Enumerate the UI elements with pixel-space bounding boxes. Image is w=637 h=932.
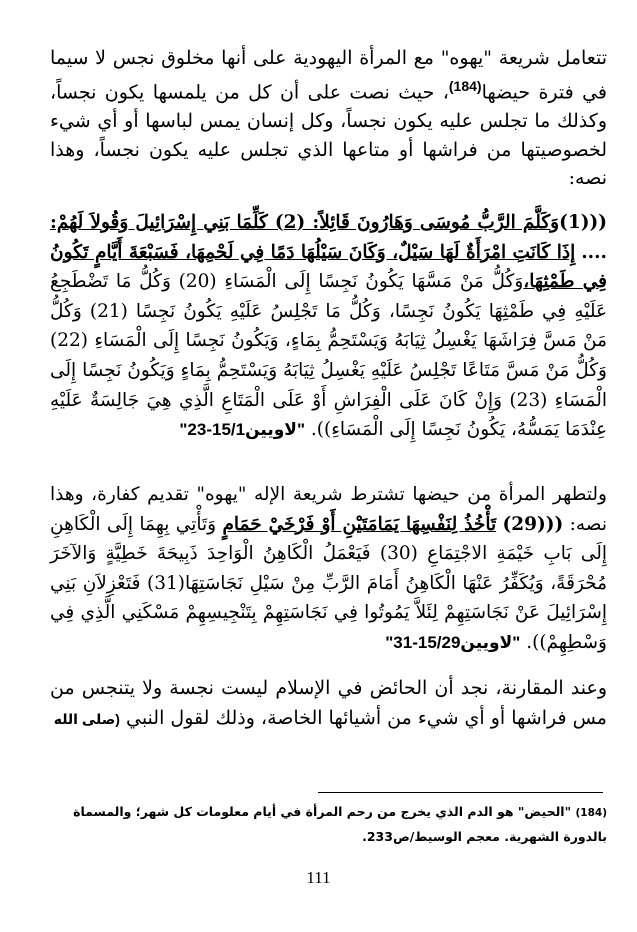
paragraph-2-text: ولتطهر المرأة من حيضها تشترط شريعة الإله "يهوه" تقديم كفارة، وهذا نصه: bbox=[50, 484, 607, 535]
quote-2-reference: "لاويين15/29-31" bbox=[385, 632, 521, 652]
footnote-text: "الحيض" هو الدم الذي يخرج من رحم المرأة في أيام معلومات كل شهر؛ والمسماة بالدورة الشهرية. معجم الوسيط/ص233. bbox=[73, 804, 607, 844]
paragraph-1-text: تتعامل شريعة "يهوه" مع المرأة اليهودية على أنها مخلوق نجس لا سيما في فترة حيضها bbox=[50, 47, 607, 104]
quote-1-verse-a: وَكَلَّمَ الرَّبُّ مُوسَى وَهَارُونَ قَائِلاً: (2) كَلِّمَا بَنِي إِسْرَائِيلَ وَقُولاَ لَهُمْ: bbox=[50, 212, 560, 233]
quote-1-open: (((1) bbox=[559, 212, 607, 233]
paragraph-3-salutation: (صلى الله bbox=[53, 711, 120, 727]
quote-2-verse-b: وَتَأْتِي بِهِمَا إِلَى الْكَاهِنِ إِلَى بَابِ خَيْمَةِ الاجْتِمَاعِ (30) فَيَعْمَلُ الْكَاهِنُ الْوَاحِدَ ذَبِيحَةَ خَطِيَّةٍ وَالآخَرَ مُحْرَقَةً، وَيُكَفِّرُ عَنْهَا الْكَاهِنُ أَمَامَ الرَّبِّ مِنْ سَيْلِ نَجَاسَتِهَا(31) فَتَعْزِلاَنِ بَنِي إِسْرَائِيلَ عَنْ نَجَاسَتِهِمْ لِئَلاَّ يَمُوتُوا فِي نَجَاسَتِهِمْ بِتَنْجِيسِهِمْ مَسْكَنِي الَّذِي فِي وَسْطِهِمْ)). bbox=[50, 513, 608, 653]
footnote-mark: (184) bbox=[575, 807, 607, 819]
footnote-184 bbox=[36, 800, 607, 849]
quote-1-verse-c: وَكُلُّ مَنْ مَسَّهَا يَكُونُ نَجِسًا إِلَى الْمَسَاءِ (20) وَكُلُّ مَا تَضْطَجِعُ عَلَيْهِ فِي طَمْثِهَا يَكُونُ نَجِسًا، وَكُلُّ مَا تَجْلِسُ عَلَيْهِ يَكُونُ نَجِسًا (21) وَكُلُّ مَنْ مَسَّ فِرَاشَهَا يَغْسِلُ ثِيَابَهُ وَيَسْتَحِمُّ بِمَاءٍ، وَيَكُونُ نَجِسًا إِلَى الْمَسَاءِ (22) وَكُلُّ مَنْ مَسَّ مَتَاعًا تَجْلِسُ عَلَيْهِ يَغْسِلُ ثِيَابَهُ وَيَسْتَحِمُّ بِمَاءٍ وَيَكُونُ نَجِسًا إِلَى الْمَسَاءِ (23) وَإِنْ كَانَ عَلَى الْفِرَاشِ أَوْ عَلَى الْمَتَاعِ الَّذِي هِيَ جَالِسَةٌ عَلَيْهِ عِنْدَمَا يَمَسُّهُ، يَكُونُ نَجِسًا إِلَى الْمَسَاءِ)). bbox=[50, 271, 607, 441]
quote-1-ellipsis: .... bbox=[581, 241, 607, 263]
footnote-reference-184[interactable]: (184) bbox=[448, 78, 482, 95]
quote-2-open: (((29) bbox=[502, 513, 564, 535]
paragraph-3-text: وعند المقارنة، نجد أن الحائض في الإسلام ليست نجسة ولا يتنجس من مس فراشها أو أي شيء من أشيائها الخاصة، وذلك لقول النبي bbox=[50, 677, 607, 729]
footnote-separator bbox=[318, 792, 603, 793]
quote-1-reference: "لاويين15/1-23" bbox=[179, 420, 306, 440]
paragraph-3 bbox=[50, 673, 607, 734]
quote-2-verse-a: تَأْخُذُ لِنَفْسِهَا يَمَامَتَيْنِ أَوْ فَرْخَيْ حَمَامٍ bbox=[222, 513, 497, 535]
paragraph-2 bbox=[50, 480, 607, 658]
paragraph-1 bbox=[50, 44, 607, 192]
paragraph-1-text-after: ، حيث نصت على أن كل من يلمسها يكون نجساً، وكذلك ما تجلس عليه يكون نجساً، وكل إنسان يمس لباسها أو أي شيء لخصوصيتها من فراشها أو متاعها الذي تجلس عليه يكون نجساً، وهذا نصه: bbox=[50, 81, 607, 189]
quote-1-verse-b: إِذَا كَانَتِ امْرَأَةٌ لَهَا سَيْلٌ، وَكَانَ سَيْلُهَا دَمًا فِي لَحْمِهَا، فَسَبْعَةَ أَيَّامٍ تَكُونُ فِي طَمْثِهَا، bbox=[50, 241, 607, 293]
scripture-quote-1 bbox=[50, 208, 607, 445]
page-number: 111 bbox=[306, 868, 331, 887]
